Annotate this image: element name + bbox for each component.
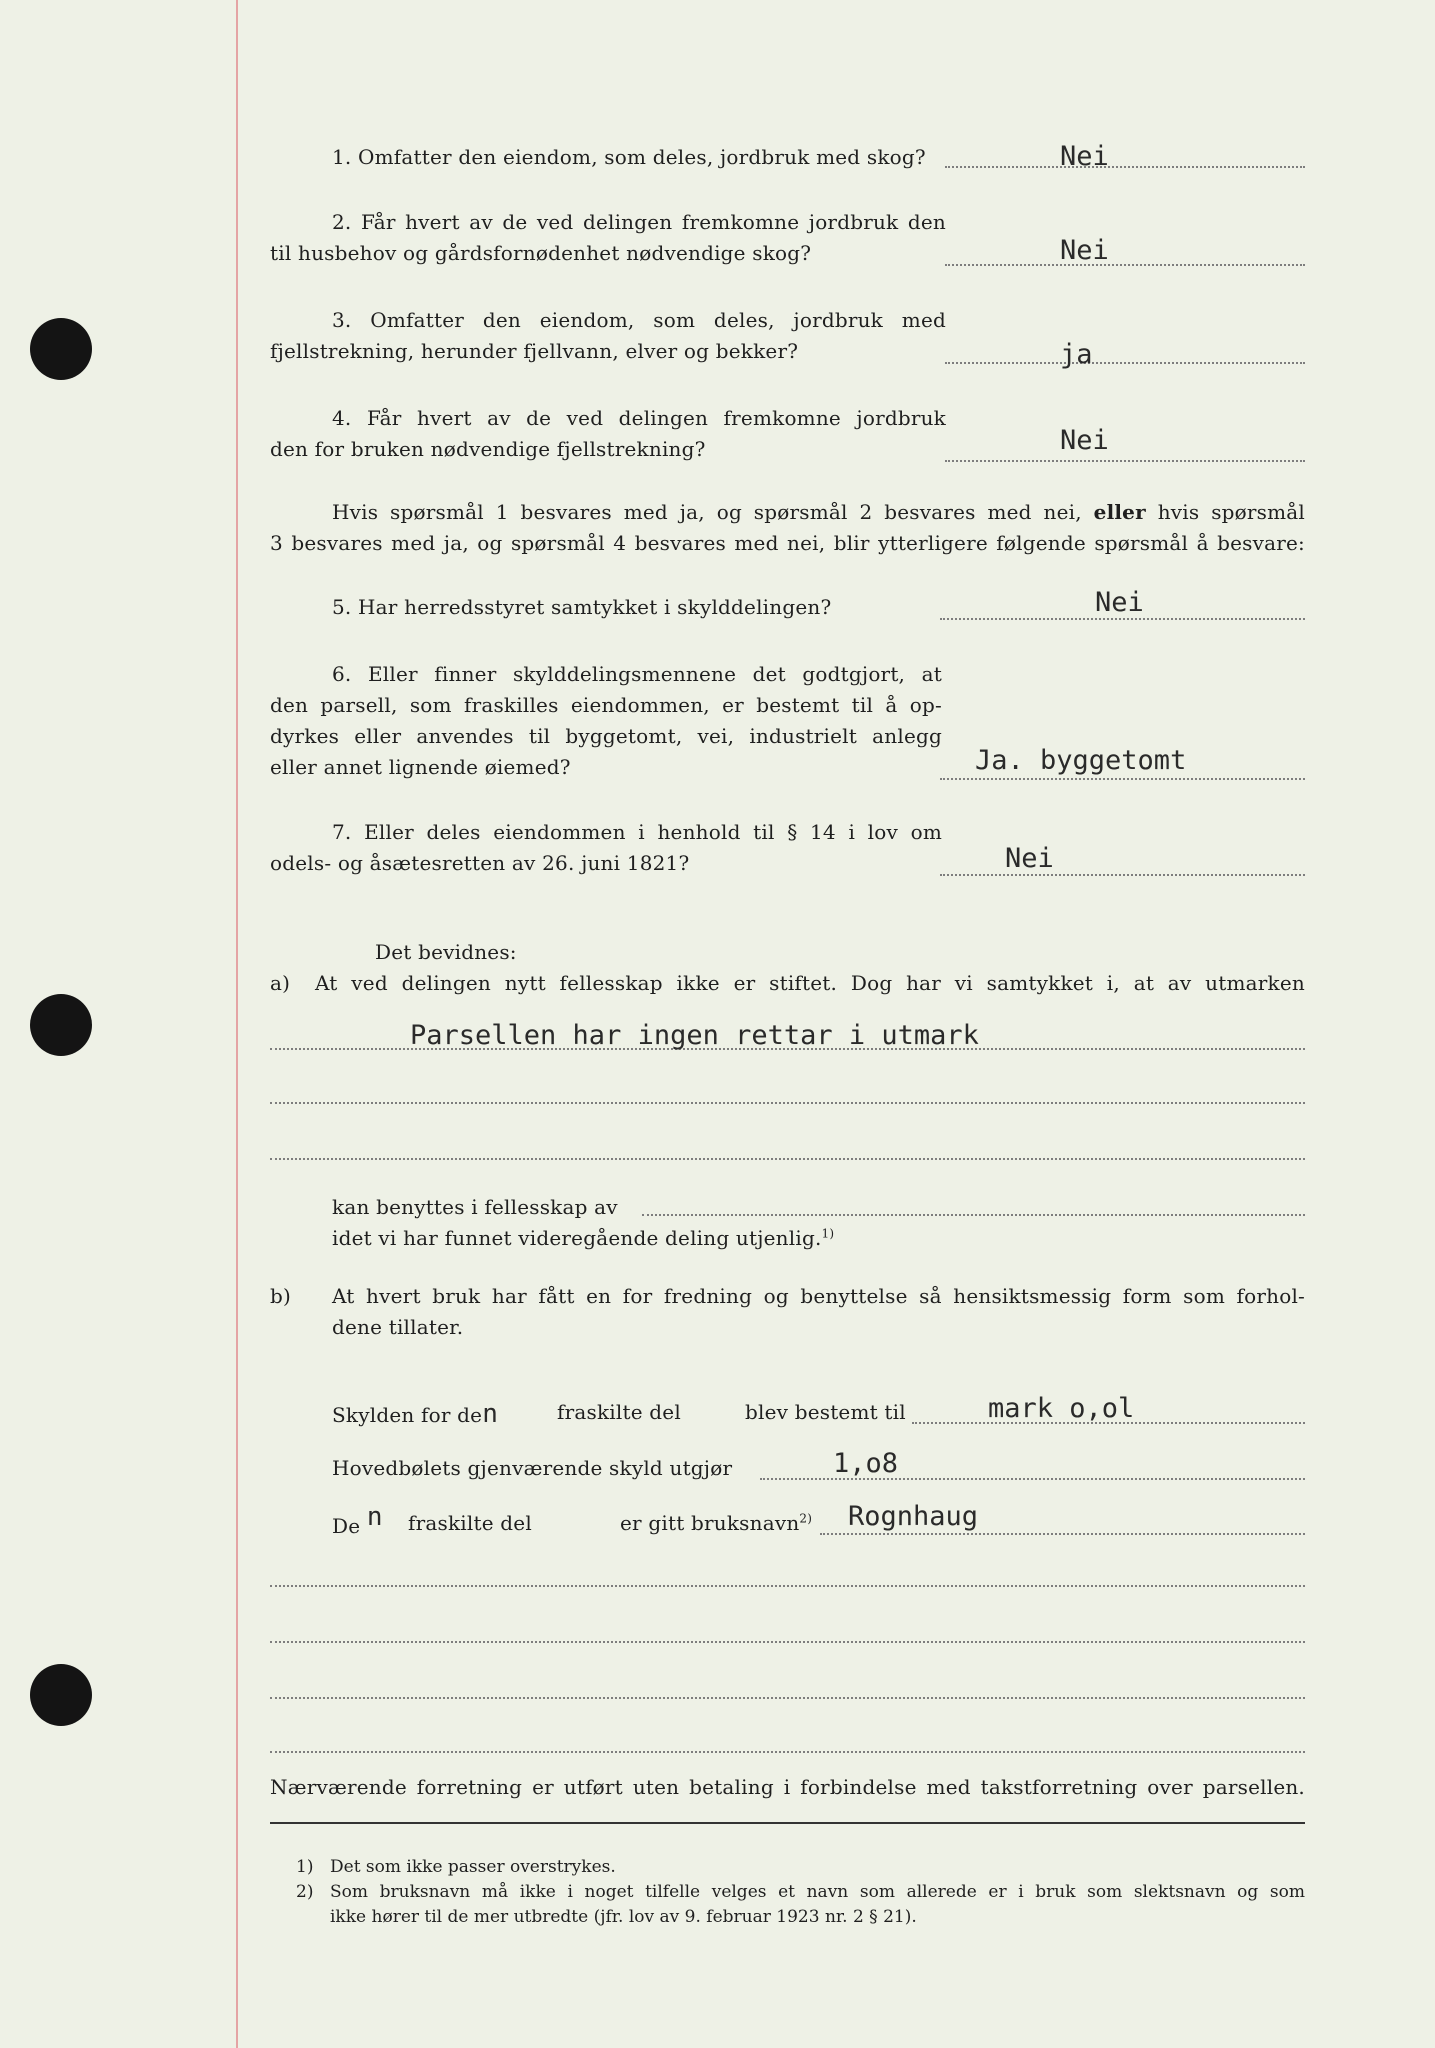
- punch-hole: [30, 318, 92, 380]
- skyld-answer-3: Rognhaug: [848, 1501, 979, 1532]
- reason-text-body: idet vi har funnet videregående deling utjenlig.: [332, 1226, 822, 1250]
- skyld-row-3-c: [620, 1508, 812, 1539]
- attest-heading: Det bevidnes:: [375, 940, 517, 964]
- skyld-row-3-c-text: er gitt bruksnavn: [620, 1511, 800, 1535]
- attest-b-label: b): [270, 1284, 292, 1308]
- skyld-row-1-text: Skylden for de: [332, 1403, 483, 1427]
- question-2-line-2: til husbehov og gårdsfornødenhet nødvendige skog?: [270, 241, 812, 265]
- attest-a-text: At ved delingen nytt fellesskap ikke er stiftet. Dog har vi samtykket i, at av utmarken: [315, 971, 1305, 995]
- answer-6: Ja. byggetomt: [975, 745, 1187, 776]
- attest-b-line-1: At hvert bruk har fått en for fredning og benyttelse så hensiktsmessig form som forhol-: [332, 1284, 1305, 1308]
- footnote-2-line-2: ikke hører til de mer utbredte (jfr. lov av 9. februar 1923 nr. 2 § 21).: [330, 1907, 917, 1927]
- answer-line-1: [945, 166, 1305, 168]
- answer-7: Nei: [1005, 843, 1054, 874]
- question-1: 1. Omfatter den eiendom, som deles, jordbruk med skog?: [332, 145, 926, 169]
- condition-line-2: 3 besvares med ja, og spørsmål 4 besvares med nei, blir ytterligere følgende spørsmål å besvare:: [270, 531, 1305, 555]
- answer-2: Nei: [1060, 235, 1109, 266]
- utmark-line-2: [270, 1102, 1305, 1104]
- skyld-row-3-b: fraskilte del: [408, 1511, 532, 1535]
- footnote-2-line-1: Som bruksnavn må ikke i noget tilfelle velges et navn som allerede er i bruk som slektsnavn og som: [330, 1882, 1305, 1902]
- shared-line: [642, 1214, 1305, 1216]
- answer-line-7: [940, 874, 1305, 876]
- answer-3: ja: [1060, 339, 1093, 370]
- answer-line-4: [945, 460, 1305, 462]
- skyld-row-3-hand: n: [366, 1502, 383, 1532]
- skyld-row-3-text: De: [332, 1514, 361, 1538]
- question-3-line-1: 3. Omfatter den eiendom, som deles, jordbruk med: [332, 308, 946, 332]
- skyld-row-1-c: blev bestemt til: [745, 1400, 906, 1424]
- footnote-rule: [270, 1822, 1305, 1824]
- question-6-line-3: dyrkes eller anvendes til byggetomt, vei, industrielt anlegg: [270, 724, 942, 748]
- question-6-line-4: eller annet lignende øiemed?: [270, 755, 571, 779]
- blank-line-1: [270, 1585, 1305, 1587]
- footnote-2-mark: 2): [296, 1882, 314, 1902]
- attest-b-line-2: dene tillater.: [332, 1315, 464, 1339]
- blank-line-4: [270, 1751, 1305, 1753]
- answer-5: Nei: [1095, 587, 1144, 618]
- answer-line-3: [945, 362, 1305, 364]
- punch-hole: [30, 994, 92, 1056]
- blank-line-2: [270, 1641, 1305, 1643]
- skyld-row-3-a: [332, 1502, 383, 1542]
- question-2-line-1: 2. Får hvert av de ved delingen fremkomne jordbruk den: [332, 210, 946, 234]
- footnote-1-mark: 1): [296, 1857, 314, 1877]
- closing-statement: Nærværende forretning er utført uten betaling i forbindelse med takstforretning over parsellen.: [270, 1775, 1305, 1799]
- condition-line-1: [332, 497, 1305, 528]
- footnote-ref-1: 1): [821, 1226, 835, 1241]
- skyld-row-1-a: [332, 1397, 498, 1431]
- skyld-row-1-b: fraskilte del: [557, 1400, 681, 1424]
- question-7-line-2: odels- og åsætesretten av 26. juni 1821?: [270, 851, 690, 875]
- reason-text: [332, 1223, 834, 1254]
- skyld-answer-1: mark o,ol: [988, 1393, 1135, 1424]
- punch-hole: [30, 1664, 92, 1726]
- question-7-line-1: 7. Eller deles eiendommen i henhold til § 14 i lov om: [332, 820, 942, 844]
- skyld-row-2-label: Hovedbølets gjenværende skyld utgjør: [332, 1456, 733, 1480]
- condition-text-b: hvis spørsmål: [1157, 500, 1306, 524]
- question-4-line-2: den for bruken nødvendige fjellstrekning?: [270, 437, 706, 461]
- condition-text-a: Hvis spørsmål 1 besvares med ja, og spørsmål 2 besvares med nei,: [332, 500, 1082, 524]
- attest-a-label: a): [270, 971, 291, 995]
- skyld-row-1-hand: n: [482, 1399, 499, 1429]
- answer-line-2: [945, 264, 1305, 266]
- utmark-line-3: [270, 1158, 1305, 1160]
- answer-1: Nei: [1060, 141, 1109, 172]
- footnote-1-text: Det som ikke passer overstrykes.: [330, 1857, 616, 1877]
- skyld-answer-2: 1,o8: [833, 1448, 899, 1479]
- blank-line-3: [270, 1697, 1305, 1699]
- question-6-line-1: 6. Eller finner skylddelingsmennene det godtgjort, at: [332, 662, 942, 686]
- question-5: 5. Har herredsstyret samtykket i skylddelingen?: [332, 595, 832, 619]
- utmark-answer: Parsellen har ingen rettar i utmark: [410, 1020, 979, 1051]
- question-3-line-2: fjellstrekning, herunder fjellvann, elver og bekker?: [270, 339, 799, 363]
- footnote-ref-2: 2): [799, 1511, 813, 1526]
- question-6-line-2: den parsell, som fraskilles eiendommen, er bestemt til å op-: [270, 693, 942, 717]
- margin-line: [236, 0, 238, 2048]
- answer-4: Nei: [1060, 425, 1109, 456]
- question-4-line-1: 4. Får hvert av de ved delingen fremkomne jordbruk: [332, 406, 946, 430]
- answer-line-6: [940, 778, 1305, 780]
- condition-bold: eller: [1093, 500, 1146, 524]
- shared-label: kan benyttes i fellesskap av: [332, 1195, 618, 1219]
